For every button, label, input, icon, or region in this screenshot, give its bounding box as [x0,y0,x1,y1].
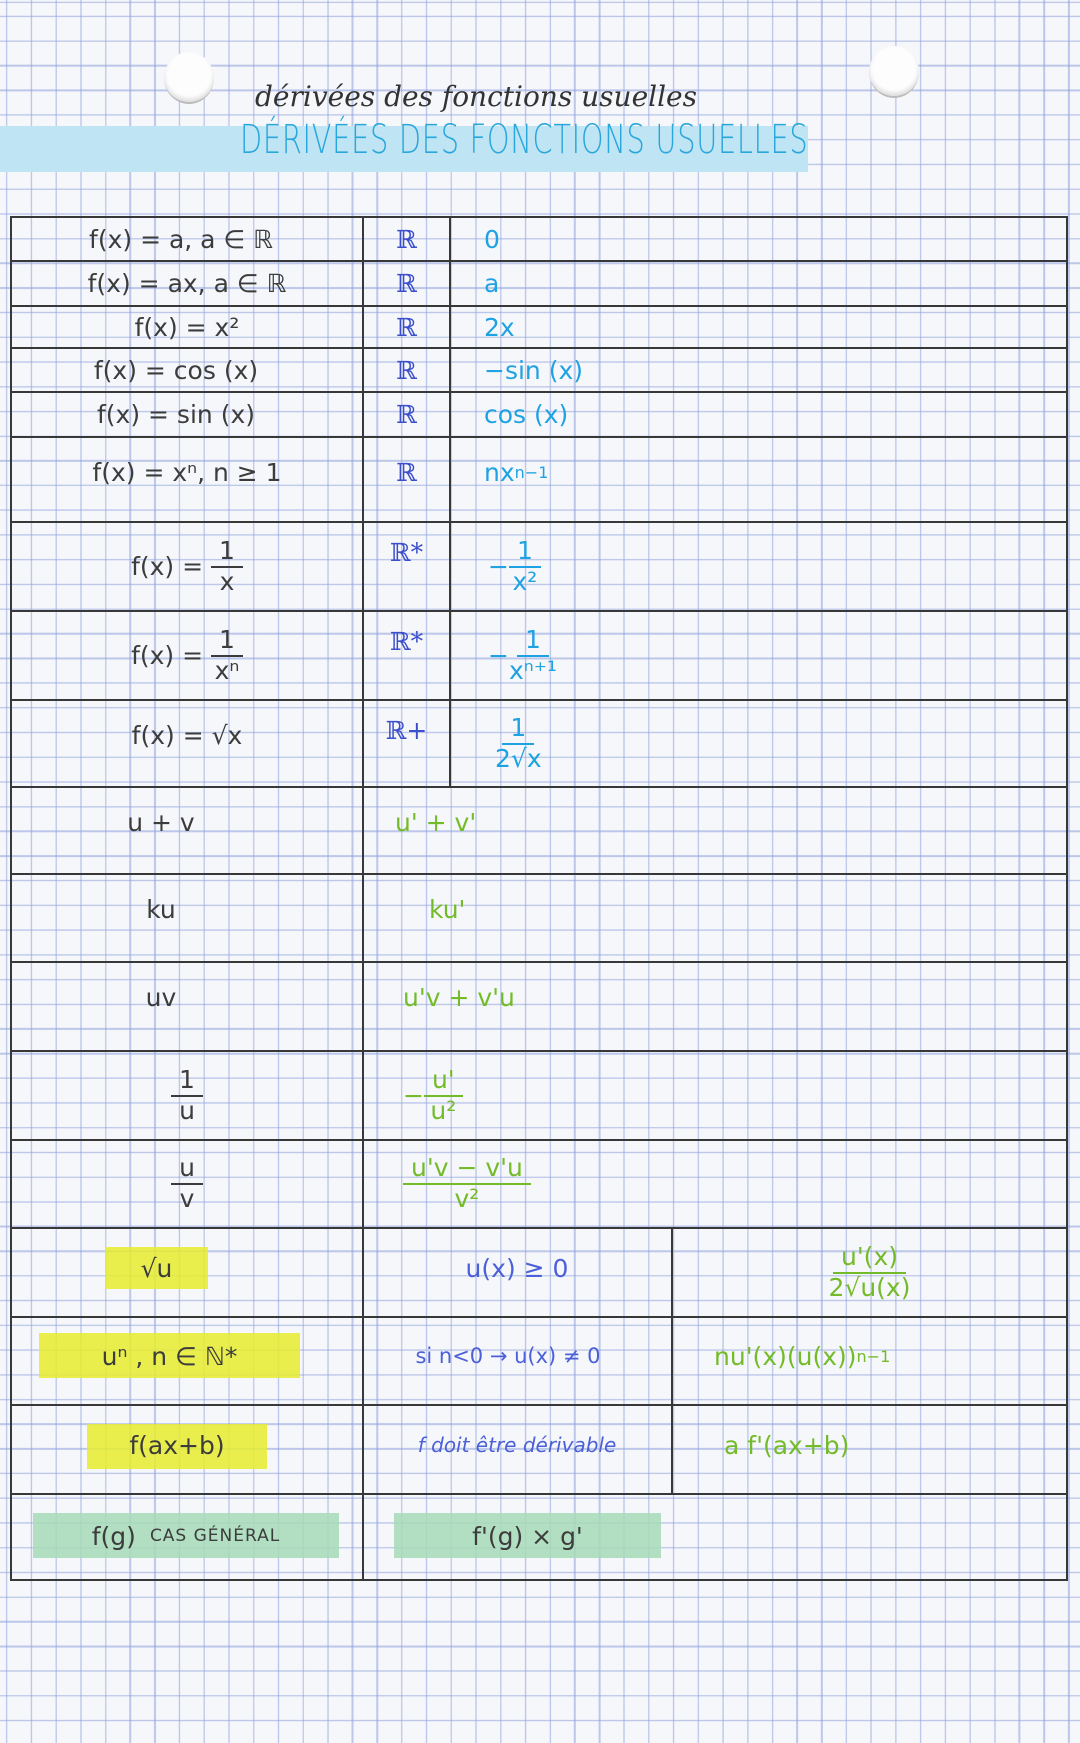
fraction [495,714,542,774]
derivative-cell: 2x [484,312,515,342]
minus-sign: − [488,552,509,581]
condition-cell: f doit être dérivable [417,1433,617,1457]
fraction [424,1066,463,1126]
binder-hole-left [164,52,214,104]
numerator: u' [424,1066,463,1097]
numerator: u'(x) [833,1243,906,1274]
denominator: v [179,1184,195,1213]
derivative-cell: 0 [484,224,500,254]
function-prefix: f(x) = [131,552,204,581]
denominator: u² [430,1095,457,1125]
page-title: DÉRIVÉES DES FONCTIONS USUELLES [240,117,809,163]
function-cell: f(x) = a, a ∈ ℝ [89,224,273,254]
composition-cell: √u [140,1253,173,1283]
denominator: 2√x [495,743,542,773]
function-cell [11,522,363,611]
denominator: xⁿ⁺¹ [508,655,557,685]
operation-derivative: u'v + v'u [403,982,515,1012]
domain-cell: ℝ [396,400,417,429]
numerator: u [171,1154,203,1185]
domain-cell: ℝ [396,312,417,342]
function-cell: f(x) = cos (x) [93,355,259,385]
operation-cell: u + v [127,807,195,837]
function-prefix: f(x) = [131,641,204,670]
composition-cell: uⁿ , n ∈ ℕ* [101,1341,238,1371]
condition-cell: si n<0 → u(x) ≠ 0 [415,1344,601,1368]
denominator: x² [512,566,538,596]
function-cell [11,611,363,700]
domain-cell: ℝ [396,355,417,385]
fraction [211,626,243,686]
operation-cell: ku [146,894,176,924]
function-cell: f(x) = x² [134,312,240,342]
denominator: x [219,566,235,596]
derivative-base: nx [484,457,515,487]
function-cell: f(x) = sin (x) [96,400,255,429]
numerator: 1 [171,1066,203,1097]
domain-cell: ℝ* [389,626,424,656]
function-cell: f(x) = √x [131,720,243,750]
derivative-cell [450,700,1050,787]
fraction [509,537,541,597]
general-function: f(g) [91,1521,136,1551]
numerator: 1 [517,626,549,657]
fraction [509,626,557,686]
numerator: 1 [502,714,534,745]
composition-derivative [672,1228,1067,1317]
derivative-cell [450,611,1050,700]
denominator: v² [454,1184,480,1213]
binder-hole-right [869,46,919,98]
derivative-exponent: n−1 [514,462,549,482]
function-cell: f(x) = xⁿ, n ≥ 1 [92,457,282,487]
fraction [403,1154,531,1214]
derivative-cell [450,437,1050,507]
derivative-exponent: n−1 [856,1346,891,1366]
derivative-cell: a [484,269,500,298]
page-title-handwritten: dérivées des fonctions usuelles [255,80,697,113]
domain-cell: ℝ [396,269,417,298]
derivative-base: nu'(x)(u(x)) [714,1341,857,1371]
domain-cell: ℝ+ [385,715,428,745]
numerator: 1 [211,537,243,568]
fraction [171,1154,203,1214]
operation-cell: uv [145,982,177,1012]
denominator: 2√u(x) [828,1272,911,1302]
derivative-cell: cos (x) [484,400,569,429]
composition-derivative [672,1317,1067,1395]
operation-cell [11,1051,363,1140]
denominator: u [179,1095,195,1125]
fraction [211,537,243,597]
operation-cell [11,1140,363,1228]
operation-derivative: u' + v' [395,807,477,837]
composition-derivative: a f'(ax+b) [724,1430,850,1460]
domain-cell: ℝ [396,457,417,487]
numerator: 1 [211,626,243,657]
numerator: u'v − v'u [403,1154,531,1185]
condition-cell: u(x) ≥ 0 [465,1253,569,1283]
fraction [171,1066,203,1126]
general-derivative: f'(g) × g' [472,1521,583,1551]
function-cell: f(x) = ax, a ∈ ℝ [87,269,287,298]
domain-cell: ℝ [396,224,417,254]
operation-derivative [363,1051,1063,1140]
derivative-cell [450,522,1050,611]
numerator: 1 [509,537,541,568]
general-case-cell [33,1494,339,1578]
domain-cell: ℝ* [389,537,424,567]
minus-sign: − [403,1081,424,1110]
composition-cell: f(ax+b) [129,1430,225,1460]
operation-derivative: ku' [429,894,466,924]
fraction [829,1243,911,1303]
general-case-label: CAS GÉNÉRAL [149,1526,281,1546]
operation-derivative [363,1140,1063,1228]
denominator: xⁿ [214,655,240,685]
derivative-cell: −sin (x) [484,355,584,385]
minus-sign: − [488,641,509,670]
